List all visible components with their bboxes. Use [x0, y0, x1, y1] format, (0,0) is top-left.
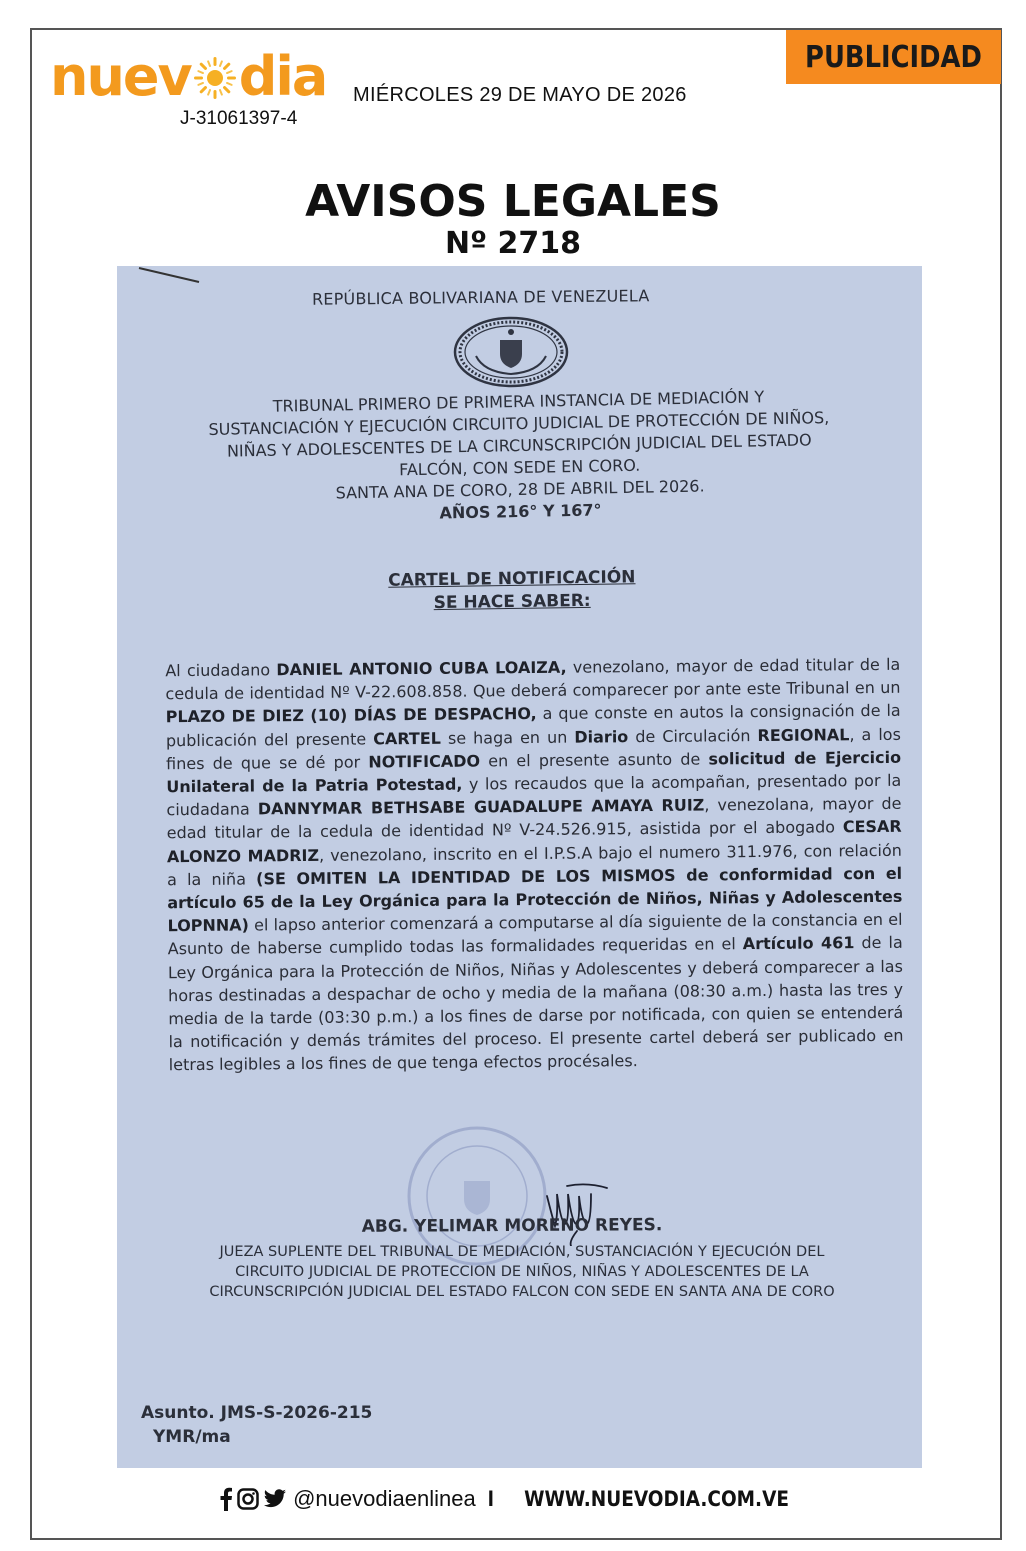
body-text-segment: de Circulación — [628, 725, 758, 746]
body-bold-segment: Artículo 461 — [742, 933, 855, 954]
body-bold-segment: REGIONAL — [757, 724, 850, 745]
body-bold-segment: CARTEL — [373, 728, 442, 749]
body-bold-segment: Diario — [574, 726, 629, 747]
logo-text-right: dia — [238, 45, 327, 108]
section-number: Nº 2718 — [445, 226, 581, 261]
case-reference — [141, 1401, 372, 1449]
section-title: AVISOS LEGALES — [305, 176, 721, 227]
notice-title-line: CARTEL DE NOTIFICACIÓN — [388, 567, 636, 591]
website-link[interactable]: WWW.NUEVODIA.COM.VE — [523, 1487, 789, 1511]
notice-body — [165, 653, 904, 1077]
case-number: Asunto. JMS-S-2026-215 — [141, 1403, 373, 1423]
notice-title — [117, 562, 907, 619]
tribunal-line: FALCÓN, CON SEDE EN CORO. — [398, 455, 641, 480]
company-rif: J-31061397-4 — [180, 108, 298, 129]
body-text-segment: el lapso anterior comenzará a computarse al día siguiente de la constancia en el Asunto de haberse cumplido todas las formalidades requeridas en el — [167, 910, 903, 959]
initials-reference: YMR/ma — [153, 1427, 231, 1447]
body-text-segment: Al ciudadano — [165, 660, 277, 681]
body-bold-segment: NOTIFICADO — [368, 751, 481, 772]
signer-role — [137, 1242, 907, 1302]
page-footer — [0, 1486, 1026, 1512]
republic-heading: REPÚBLICA BOLIVARIANA DE VENEZUELA — [311, 286, 650, 309]
tribunal-line: NIÑAS Y ADOLESCENTES DE LA CIRCUNSCRIPCIÓN JUDICIAL DEL ESTADO — [226, 430, 812, 461]
newspaper-logo — [50, 45, 327, 108]
body-text-segment: y los recaudos que la acompañan, presentado por la ciudadana — [166, 770, 902, 820]
body-text-segment: de la Ley Orgánica para la Protección de Niños, Niñas y Adolescentes y deberá comparecer a las horas destinadas a despachar de ocho y media de la mañana (08:30 a.m.) hasta las tres y media de la tarde (03:30 p.m.) a los fines de darse por notificada, con quien se entenderá la notificación y demás trámites del proceso. El presente cartel deberá ser publicado en letras legibles a los fines de que tenga efectos procésales. — [167, 933, 904, 1075]
notice-subtitle-line: SE HACE SABER: — [433, 590, 591, 614]
body-bold-segment: CESAR ALONZO MADRIZ — [166, 817, 902, 866]
tribunal-heading — [117, 383, 922, 530]
signer-role-line: JUEZA SUPLENTE DEL TRIBUNAL DE MEDIACIÓN, SUSTANCIACIÓN Y EJECUCIÓN DEL — [219, 1244, 825, 1260]
publication-date: MIÉRCOLES 29 DE MAYO DE 2026 — [353, 84, 687, 106]
social-icons — [219, 1487, 287, 1511]
facebook-icon[interactable] — [219, 1487, 233, 1511]
body-text-segment: en el presente asunto de — [479, 749, 709, 771]
signer-role-line: CIRCUNSCRIPCIÓN JUDICIAL DEL ESTADO FALCON CON SEDE EN SANTA ANA DE CORO — [209, 1284, 835, 1300]
tribunal-line: TRIBUNAL PRIMERO DE PRIMERA INSTANCIA DE MEDIACIÓN Y — [272, 387, 765, 416]
legal-notice-document — [117, 266, 922, 1468]
twitter-icon[interactable] — [263, 1489, 287, 1509]
place-date-line: SANTA ANA DE CORO, 28 DE ABRIL DEL 2026. — [335, 476, 705, 503]
body-text-segment: a que conste en autos la consignación de la publicación del presente — [165, 701, 901, 750]
footer-separator: I — [487, 1486, 494, 1511]
sun-icon — [193, 55, 237, 99]
body-bold-segment: solicitud de Ejercicio Unilateral de la Patria Potestad, — [166, 747, 902, 797]
years-line: AÑOS 216° Y 167° — [439, 500, 602, 523]
body-bold-segment: PLAZO DE DIEZ (10) DÍAS DE DESPACHO, — [165, 704, 537, 727]
body-text-segment: venezolano, mayor de edad titular de la cedula de identidad Nº V-22.608.858. Que deberá comparecer por ante este Tribunal en un — [165, 654, 901, 704]
logo-text-left: nuev — [50, 45, 191, 108]
body-text-segment: , venezolano, inscrito en el I.P.S.A bajo el numero 311.976, con relación a la niña — [167, 840, 902, 890]
social-handle[interactable]: @nuevodiaenlinea — [293, 1486, 476, 1511]
pen-stroke-mark — [137, 266, 207, 286]
signer-role-line: CIRCUITO JUDICIAL DE PROTECCION DE NIÑOS, NIÑAS Y ADOLESCENTES DE LA — [235, 1264, 809, 1280]
body-bold-segment: DANNYMAR BETHSABE GUADALUPE AMAYA RUIZ — [257, 795, 705, 819]
body-text-segment: , a los fines de que se dé por — [166, 724, 901, 774]
body-bold-segment: (SE OMITEN LA IDENTIDAD DE LOS MISMOS de conformidad con el artículo 65 de la Ley Orgánica para la Protección de Niños, Niñas y Adolescentes LOPNNA) — [167, 863, 903, 936]
court-seal-icon — [452, 316, 570, 388]
tribunal-line: SUSTANCIACIÓN Y EJECUCIÓN CIRCUITO JUDICIAL DE PROTECCIÓN DE NIÑOS, — [208, 408, 830, 439]
section-tag: PUBLICIDAD — [786, 30, 1001, 84]
body-text-segment: se haga en un — [440, 727, 575, 748]
signer-name: ABG. YELIMAR MORENO REYES. — [361, 1215, 663, 1237]
body-text-segment: , venezolana, mayor de edad titular de la cedula de identidad Nº V-24.526.915, asistida por el abogado — [166, 794, 902, 843]
instagram-icon[interactable] — [237, 1488, 259, 1510]
body-bold-segment: DANIEL ANTONIO CUBA LOAIZA, — [276, 657, 567, 680]
